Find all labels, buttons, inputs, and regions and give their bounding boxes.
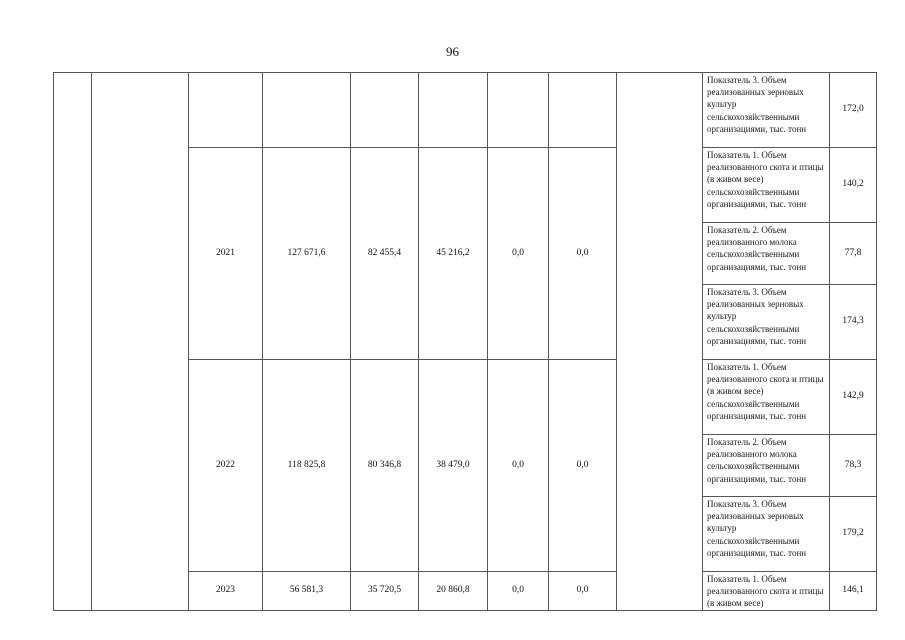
executor-cell (617, 73, 703, 611)
total-cell: 118 825,8 (263, 360, 351, 572)
indicator-label: Показатель 1. Объем реализованного скота и птицы (в живом весе) (703, 572, 830, 611)
amount-cell: 35 720,5 (351, 572, 419, 611)
indicator-label: Показатель 3. Объем реализованных зерновых культур сельскохозяйственными организациями, тыс. тонн (703, 73, 830, 148)
indicator-label: Показатель 2. Объем реализованного молока сельскохозяйственными организациями, тыс. тонн (703, 435, 830, 497)
amount-cell: 0,0 (488, 572, 549, 611)
indicator-value: 172,0 (830, 73, 877, 148)
amount-cell: 0,0 (488, 148, 549, 360)
indicator-label: Показатель 3. Объем реализованных зерновых культур сельскохозяйственными организациями, тыс. тонн (703, 497, 830, 572)
amount-cell: 38 479,0 (419, 360, 488, 572)
number-cell (54, 73, 92, 611)
indicator-label: Показатель 1. Объем реализованного скота и птицы (в живом весе) сельскохозяйственными организациями, тыс. тонн (703, 360, 830, 435)
amount-cell: 0,0 (549, 572, 617, 611)
indicator-label: Показатель 3. Объем реализованных зерновых культур сельскохозяйственными организациями, тыс. тонн (703, 285, 830, 360)
total-cell: 56 581,3 (263, 572, 351, 611)
indicator-value: 174,3 (830, 285, 877, 360)
indicator-value: 179,2 (830, 497, 877, 572)
amount-cell: 45 216,2 (419, 148, 488, 360)
amount-cell: 80 346,8 (351, 360, 419, 572)
indicator-label: Показатель 2. Объем реализованного молока сельскохозяйственными организациями, тыс. тонн (703, 223, 830, 285)
amount-cell (351, 73, 419, 148)
amount-cell: 20 860,8 (419, 572, 488, 611)
amount-cell (419, 73, 488, 148)
page-number: 96 (446, 44, 459, 59)
year-cell: 2021 (189, 148, 263, 360)
amount-cell: 0,0 (549, 360, 617, 572)
amount-cell: 82 455,4 (351, 148, 419, 360)
amount-cell (488, 73, 549, 148)
indicator-value: 78,3 (830, 435, 877, 497)
year-cell (189, 73, 263, 148)
total-cell (263, 73, 351, 148)
indicator-value: 142,9 (830, 360, 877, 435)
name-cell (92, 73, 189, 611)
indicator-value: 77,8 (830, 223, 877, 285)
indicator-value: 140,2 (830, 148, 877, 223)
indicator-value: 146,1 (830, 572, 877, 611)
amount-cell (549, 73, 617, 148)
table-row (54, 73, 877, 148)
amount-cell: 0,0 (488, 360, 549, 572)
budget-table (53, 72, 877, 611)
year-cell: 2023 (189, 572, 263, 611)
indicator-label: Показатель 1. Объем реализованного скота и птицы (в живом весе) сельскохозяйственными организациями, тыс. тонн (703, 148, 830, 223)
total-cell: 127 671,6 (263, 148, 351, 360)
amount-cell: 0,0 (549, 148, 617, 360)
year-cell: 2022 (189, 360, 263, 572)
